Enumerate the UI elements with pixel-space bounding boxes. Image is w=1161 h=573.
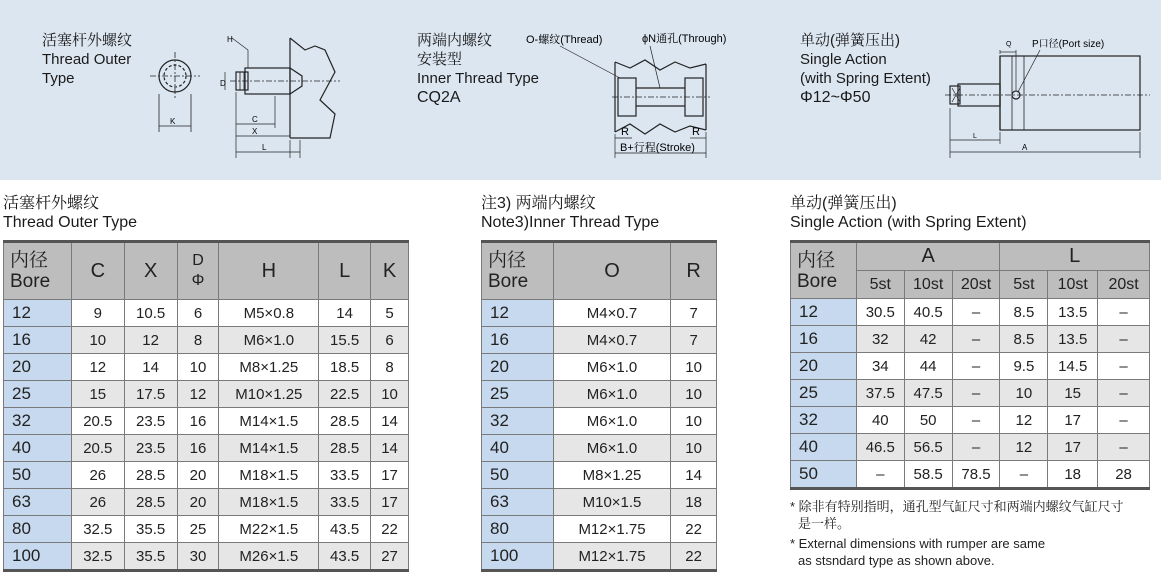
bore-cell: 20	[482, 354, 554, 381]
table-cell: 10	[1000, 380, 1048, 407]
dim-l: L	[262, 143, 267, 152]
table-cell: –	[952, 353, 1000, 380]
table-cell: 14	[124, 354, 177, 381]
table-row	[4, 516, 409, 543]
table-cell: M10×1.25	[219, 381, 319, 408]
table-cell: M12×1.75	[553, 543, 671, 571]
table-cell: 13.5	[1048, 326, 1098, 353]
table-row	[791, 353, 1150, 380]
table-cell: 7	[671, 327, 717, 354]
table-cell: 50	[904, 407, 952, 434]
table-cell: 8	[177, 327, 219, 354]
table-cell: 15	[71, 381, 124, 408]
table-cell: 10	[71, 327, 124, 354]
section-zh: 单动(弹簧压出)	[790, 195, 897, 212]
table-row	[791, 407, 1150, 434]
table-cell: 10	[671, 381, 717, 408]
col-h: H	[219, 242, 319, 300]
table-row	[4, 435, 409, 462]
thread-outer-diagram	[140, 28, 365, 163]
table-row	[4, 462, 409, 489]
table-cell: 14	[371, 408, 409, 435]
table-cell: 18	[1048, 461, 1098, 489]
caption-zh-2: 安装型	[417, 51, 463, 68]
section-title-thread-outer	[3, 194, 137, 232]
table-cell: 12	[71, 354, 124, 381]
table-cell: M18×1.5	[219, 462, 319, 489]
table-cell: –	[1098, 434, 1150, 461]
label-a: A	[1022, 143, 1028, 152]
bore-cell: 40	[482, 435, 554, 462]
table-cell: 9	[71, 300, 124, 327]
caption-zh-1: 两端内螺纹	[417, 32, 493, 49]
table-cell: –	[952, 299, 1000, 326]
col-o: O	[553, 242, 671, 300]
table-cell: 14	[371, 435, 409, 462]
table-cell: 46.5	[856, 434, 904, 461]
table-row	[791, 380, 1150, 407]
table-row	[482, 327, 717, 354]
table-cell: M4×0.7	[553, 300, 671, 327]
thread-outer-caption	[42, 31, 132, 88]
dim-h: H	[227, 35, 233, 44]
table-cell: 17	[371, 489, 409, 516]
caption-en-1: Thread Outer	[42, 51, 132, 68]
table-cell: M14×1.5	[219, 435, 319, 462]
table-row	[4, 381, 409, 408]
bore-cell: 40	[4, 435, 72, 462]
table-cell: 12	[124, 327, 177, 354]
table-row	[4, 354, 409, 381]
table-cell: 16	[177, 435, 219, 462]
table-cell: 20	[177, 489, 219, 516]
table-cell: 30.5	[856, 299, 904, 326]
section-en: Single Action (with Spring Extent)	[790, 214, 1027, 231]
table-cell: M8×1.25	[219, 354, 319, 381]
single-action-table	[790, 240, 1150, 490]
caption-en-2: Type	[42, 70, 75, 87]
footnotes	[790, 498, 1160, 572]
section-zh: 注3) 两端内螺纹	[481, 195, 596, 212]
table-cell: 33.5	[319, 489, 371, 516]
note-en	[790, 535, 1160, 569]
table-cell: 17.5	[124, 381, 177, 408]
table-cell: –	[1000, 461, 1048, 489]
table-cell: 25	[177, 516, 219, 543]
table-cell: 47.5	[904, 380, 952, 407]
table-cell: 42	[904, 326, 952, 353]
bore-cell: 63	[482, 489, 554, 516]
bore-cell: 25	[791, 380, 857, 407]
col-l: L	[319, 242, 371, 300]
table-cell: M14×1.5	[219, 408, 319, 435]
dim-x: X	[252, 127, 258, 136]
table-cell: 17	[1048, 407, 1098, 434]
bore-cell: 25	[4, 381, 72, 408]
table-cell: 58.5	[904, 461, 952, 489]
rod-side-view	[225, 38, 340, 158]
col-r: R	[671, 242, 717, 300]
bore-cell: 80	[482, 516, 554, 543]
table-cell: 32.5	[71, 516, 124, 543]
table-cell: 15.5	[319, 327, 371, 354]
table-cell: M6×1.0	[553, 408, 671, 435]
caption-model: CQ2A	[417, 89, 461, 106]
table-cell: 22.5	[319, 381, 371, 408]
table-cell: 20	[177, 462, 219, 489]
table-cell: –	[952, 326, 1000, 353]
table-cell: 5	[371, 300, 409, 327]
col-l-10st: 10st	[1048, 271, 1098, 299]
note-en-line1: * External dimensions with rumper are same	[790, 536, 1046, 551]
table-cell: 12	[177, 381, 219, 408]
section-en: Thread Outer Type	[3, 214, 137, 231]
bore-cell: 12	[482, 300, 554, 327]
table-cell: –	[952, 407, 1000, 434]
table-cell: 10	[671, 354, 717, 381]
table-cell: 28.5	[124, 489, 177, 516]
table-row	[791, 434, 1150, 461]
table-row	[482, 516, 717, 543]
section-title-single-action	[790, 194, 1027, 232]
note-zh-line1: * 除非有特别指明，通孔型气缸尺寸和两端内螺纹气缸尺寸	[790, 499, 1124, 514]
label-q: Q	[1006, 41, 1012, 48]
table-cell: 40	[856, 407, 904, 434]
bore-cell: 50	[482, 462, 554, 489]
bore-cell: 12	[791, 299, 857, 326]
col-a-20st: 20st	[952, 271, 1000, 299]
table-row	[482, 543, 717, 571]
col-bore	[791, 242, 857, 299]
col-d-phi: Φ	[191, 272, 205, 289]
table-cell: M5×0.8	[219, 300, 319, 327]
table-cell: 6	[177, 300, 219, 327]
label-r-left: R	[621, 126, 629, 138]
col-a-10st: 10st	[904, 271, 952, 299]
table-cell: 28	[1098, 461, 1150, 489]
table-cell: –	[952, 380, 1000, 407]
col-group-a: A	[856, 242, 1000, 271]
bore-cell: 16	[4, 327, 72, 354]
table-cell: 28.5	[124, 462, 177, 489]
table-cell: 34	[856, 353, 904, 380]
table-cell: –	[1098, 407, 1150, 434]
single-action-caption	[800, 31, 931, 107]
bore-cell: 25	[482, 381, 554, 408]
table-cell: 27	[371, 543, 409, 571]
bore-cell: 100	[4, 543, 72, 571]
table-row	[791, 326, 1150, 353]
table-cell: 8.5	[1000, 326, 1048, 353]
table-cell: 9.5	[1000, 353, 1048, 380]
table-cell: 8	[371, 354, 409, 381]
table-cell: –	[1098, 353, 1150, 380]
table-cell: 28.5	[319, 408, 371, 435]
label-o-thread: O-螺纹(Thread)	[526, 34, 603, 46]
table-cell: 40.5	[904, 299, 952, 326]
table-cell: 16	[177, 408, 219, 435]
label-stroke: B+行程(Stroke)	[620, 142, 695, 154]
note-zh-line2: 是一样。	[798, 516, 851, 531]
table-cell: 17	[1048, 434, 1098, 461]
table-cell: 26	[71, 462, 124, 489]
caption-en-1: Single Action	[800, 51, 887, 68]
bore-cell: 80	[4, 516, 72, 543]
caption-zh: 活塞杆外螺纹	[42, 32, 133, 49]
table-row	[791, 299, 1150, 326]
table-row	[4, 327, 409, 354]
col-bore-en: Bore	[10, 271, 51, 292]
table-row	[482, 354, 717, 381]
table-cell: 22	[371, 516, 409, 543]
col-bore-zh: 内径	[488, 250, 527, 271]
thread-outer-table	[3, 240, 409, 572]
section-en: Note3)Inner Thread Type	[481, 214, 660, 231]
table-cell: 10	[671, 435, 717, 462]
table-cell: 26	[71, 489, 124, 516]
col-a-5st: 5st	[856, 271, 904, 299]
table-cell: 22	[671, 543, 717, 571]
table-cell: 12	[1000, 434, 1048, 461]
dim-d: D	[220, 79, 226, 88]
note-zh	[790, 498, 1160, 532]
table-cell: 14.5	[1048, 353, 1098, 380]
inner-thread-diagram	[520, 28, 760, 163]
caption-en: Inner Thread Type	[417, 70, 540, 87]
table-cell: 14	[671, 462, 717, 489]
table-cell: M12×1.75	[553, 516, 671, 543]
caption-zh: 单动(弹簧压出)	[800, 32, 900, 49]
table-cell: 10.5	[124, 300, 177, 327]
table-cell: M10×1.5	[553, 489, 671, 516]
table-cell: 30	[177, 543, 219, 571]
col-bore-en: Bore	[488, 271, 529, 292]
table-cell: 32.5	[71, 543, 124, 571]
table-cell: 20.5	[71, 408, 124, 435]
col-x: X	[124, 242, 177, 300]
col-bore-zh: 内径	[10, 250, 49, 271]
section-zh: 活塞杆外螺纹	[3, 195, 100, 212]
table-cell: 37.5	[856, 380, 904, 407]
table-cell: 43.5	[319, 516, 371, 543]
bore-cell: 63	[4, 489, 72, 516]
table-cell: 18	[671, 489, 717, 516]
table-cell: 15	[1048, 380, 1098, 407]
bore-cell: 32	[4, 408, 72, 435]
table-row	[482, 300, 717, 327]
table-cell: 13.5	[1048, 299, 1098, 326]
label-port-size: P口径(Port size)	[1032, 39, 1105, 50]
bore-cell: 32	[482, 408, 554, 435]
note-en-line2: as stsndard type as shown above.	[798, 553, 995, 568]
table-cell: –	[1098, 380, 1150, 407]
table-row	[4, 300, 409, 327]
table-cell: 22	[671, 516, 717, 543]
bore-cell: 12	[4, 300, 72, 327]
table-row	[482, 462, 717, 489]
table-cell: 43.5	[319, 543, 371, 571]
single-action-diagram	[940, 28, 1155, 163]
table-cell: 12	[1000, 407, 1048, 434]
table-row	[4, 543, 409, 571]
table-cell: 32	[856, 326, 904, 353]
table-cell: 56.5	[904, 434, 952, 461]
table-cell: 28.5	[319, 435, 371, 462]
col-l-20st: 20st	[1098, 271, 1150, 299]
table-cell: M26×1.5	[219, 543, 319, 571]
table-cell: M6×1.0	[553, 435, 671, 462]
table-cell: M6×1.0	[219, 327, 319, 354]
table-cell: 44	[904, 353, 952, 380]
table-cell: 17	[371, 462, 409, 489]
table-cell: M22×1.5	[219, 516, 319, 543]
table-cell: 20.5	[71, 435, 124, 462]
table-cell: 8.5	[1000, 299, 1048, 326]
table-cell: 78.5	[952, 461, 1000, 489]
table-cell: M18×1.5	[219, 489, 319, 516]
table-cell: 35.5	[124, 543, 177, 571]
table-cell: 6	[371, 327, 409, 354]
table-cell: 23.5	[124, 408, 177, 435]
table-cell: –	[1098, 299, 1150, 326]
label-l: L	[973, 133, 977, 140]
table-cell: 33.5	[319, 462, 371, 489]
table-cell: M8×1.25	[553, 462, 671, 489]
bore-cell: 100	[482, 543, 554, 571]
table-cell: 7	[671, 300, 717, 327]
table-cell: 18.5	[319, 354, 371, 381]
col-d	[177, 242, 219, 300]
bore-cell: 16	[482, 327, 554, 354]
bore-cell: 50	[791, 461, 857, 489]
bore-cell: 16	[791, 326, 857, 353]
dim-k: K	[170, 117, 176, 126]
table-row	[4, 489, 409, 516]
label-r-right: R	[692, 126, 700, 138]
caption-en-2: (with Spring Extent)	[800, 70, 931, 87]
section-title-inner-thread	[481, 194, 659, 232]
table-cell: –	[856, 461, 904, 489]
table-cell: –	[1098, 326, 1150, 353]
cylinder-body	[945, 50, 1150, 158]
col-c: C	[71, 242, 124, 300]
table-row	[482, 408, 717, 435]
table-row	[482, 381, 717, 408]
bore-cell: 32	[791, 407, 857, 434]
table-cell: 35.5	[124, 516, 177, 543]
table-cell: M6×1.0	[553, 354, 671, 381]
bore-cell: 50	[4, 462, 72, 489]
col-bore	[482, 242, 554, 300]
table-cell: 10	[177, 354, 219, 381]
table-cell: 10	[371, 381, 409, 408]
table-row	[4, 408, 409, 435]
caption-range: Φ12~Φ50	[800, 89, 871, 106]
col-bore	[4, 242, 72, 300]
col-bore-en: Bore	[797, 270, 838, 292]
col-l-5st: 5st	[1000, 271, 1048, 299]
col-k: K	[371, 242, 409, 300]
col-bore-zh: 内径	[797, 249, 836, 271]
inner-thread-table	[481, 240, 717, 572]
col-group-l: L	[1000, 242, 1150, 271]
table-cell: 14	[319, 300, 371, 327]
table-row	[482, 489, 717, 516]
col-d-letter: D	[192, 252, 204, 269]
bore-cell: 20	[4, 354, 72, 381]
table-cell: 10	[671, 408, 717, 435]
label-n-through: ϕN通孔(Through)	[642, 33, 727, 45]
bore-cell: 20	[791, 353, 857, 380]
table-cell: M6×1.0	[553, 381, 671, 408]
table-row	[791, 461, 1150, 489]
table-row	[482, 435, 717, 462]
table-cell: 23.5	[124, 435, 177, 462]
table-cell: –	[952, 434, 1000, 461]
dim-c: C	[252, 115, 258, 124]
table-cell: M4×0.7	[553, 327, 671, 354]
bore-cell: 40	[791, 434, 857, 461]
